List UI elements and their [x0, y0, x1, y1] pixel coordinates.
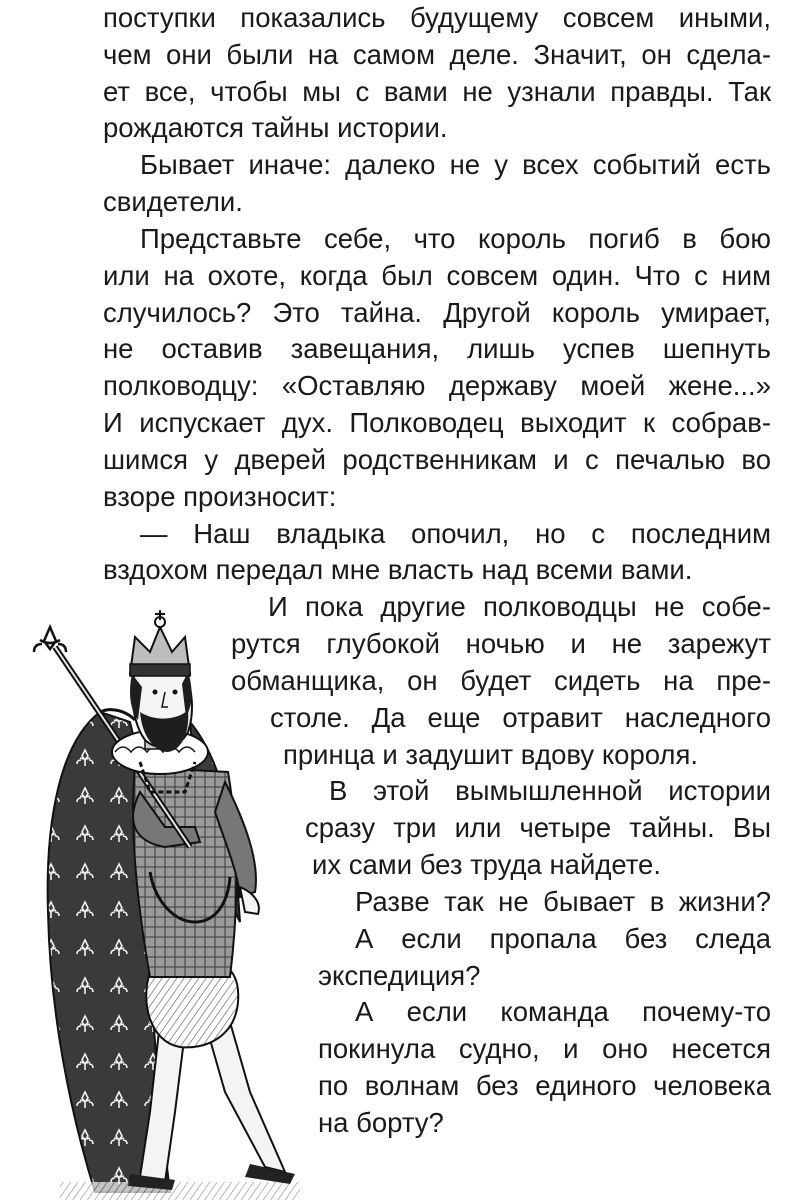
text-line: ет все, чтобы мы с вами не узнали правды. Так — [103, 76, 771, 107]
text-line: И пока другие полководцы не собе- — [268, 591, 771, 622]
text-line: покинула судно, и оно несется — [318, 1033, 771, 1064]
text-line: И испускает дух. Полководец выходит к собрав- — [103, 407, 771, 438]
text-line: вздохом передал мне власть над всеми вами. — [103, 554, 693, 585]
text-line: Бывает иначе: далеко не у всех событий есть — [140, 149, 771, 180]
text-line: взоре произносит: — [103, 481, 337, 512]
text-line: их сами без труда найдете. — [312, 849, 661, 880]
text-line: экспедиция? — [318, 960, 481, 991]
text-line: полководцу: «Оставляю державу моей жене...» — [103, 370, 771, 401]
text-line: Представьте себе, что король погиб в бою — [140, 223, 771, 254]
text-line: сразу три или четыре тайны. Вы — [305, 812, 771, 843]
king-illustration — [0, 592, 300, 1200]
fleur-de-lis — [34, 627, 66, 652]
text-line: свидетели. — [103, 186, 243, 217]
text-line: рождаются тайны истории. — [103, 112, 448, 143]
text-line: — Наш владыка опочил, но с последним — [140, 518, 771, 549]
text-line: поступки показались будущему совсем иными, — [103, 2, 771, 33]
text-line: А если пропала без следа — [355, 923, 771, 954]
text-line: шимся у дверей родственникам и с печалью во — [103, 444, 771, 475]
text-line: обманщика, он будет сидеть на пре- — [231, 665, 771, 696]
text-line: чем они были на самом деле. Значит, он сдела- — [103, 39, 771, 70]
right-leg — [205, 1022, 285, 1172]
text-line: столе. Да еще отравит наследного — [270, 702, 771, 733]
text-line: на борту? — [318, 1107, 444, 1138]
text-line: принца и задушит вдову короля. — [283, 739, 699, 770]
text-line: В этой вымышленной истории — [329, 775, 771, 806]
text-line: или на охоте, когда был совсем один. Что с ним — [103, 260, 771, 291]
text-line: случилось? Это тайна. Другой король умирает, — [103, 297, 771, 328]
text-line: не оставив завещания, лишь успев шепнуть — [103, 333, 771, 364]
text-line: по волнам без единого человека — [318, 1070, 771, 1101]
text-line: А если команда почему-то — [355, 996, 771, 1027]
text-line: Разве так не бывает в жизни? — [355, 886, 771, 917]
text-line: рутся глубокой ночью и не зарежут — [231, 628, 771, 659]
